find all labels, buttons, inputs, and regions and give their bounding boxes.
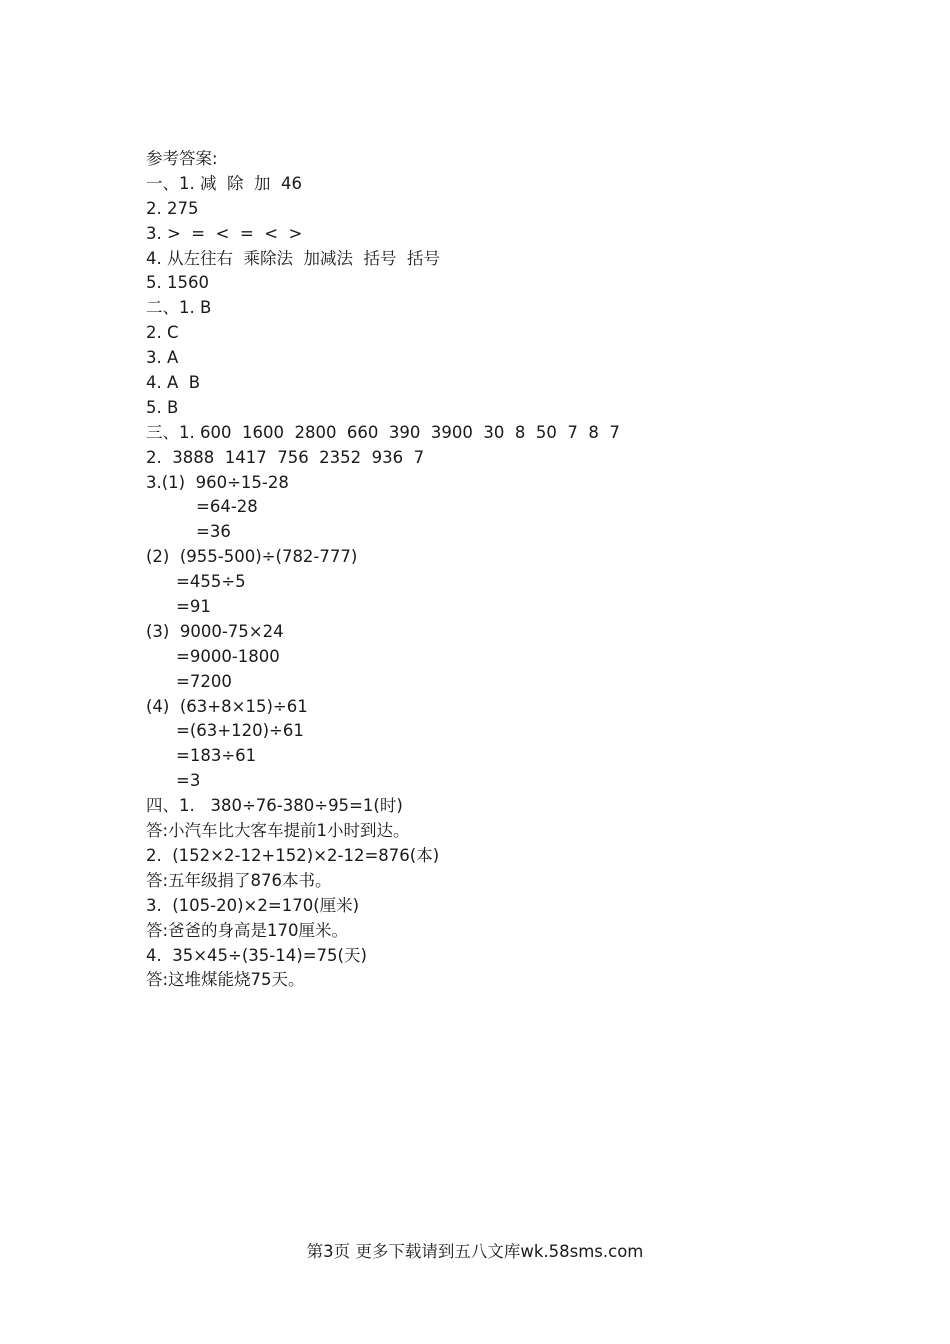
answer-line: =91 [176,597,211,617]
answer-line: 答:五年级捐了876本书。 [146,870,332,890]
answer-line: 5. B [146,397,179,417]
answer-line: 一、1. 减 除 加 46 [146,173,302,193]
answer-line: 答:这堆煤能烧75天。 [146,970,305,990]
answer-line: =64-28 [196,497,258,517]
answer-line: 4. 从左往右 乘除法 加减法 括号 括号 [146,248,440,268]
answer-line: 3. A [146,348,179,368]
answer-line: (3) 9000-75×24 [146,621,284,641]
answer-line: 答:小汽车比大客车提前1小时到达。 [146,821,410,841]
answer-line: =7200 [176,671,232,691]
answer-line: 2. (152×2-12+152)×2-12=876(本) [146,845,440,865]
answer-line: 答:爸爸的身高是170厘米。 [146,920,349,940]
answer-line: 3. (105-20)×2=170(厘米) [146,895,360,915]
answer-line: 2. C [146,323,179,343]
answer-line: 三、1. 600 1600 2800 660 390 3900 30 8 50 7 8 7 [146,422,620,442]
answer-line: =(63+120)÷61 [176,721,304,741]
answer-line: 4. A B [146,373,201,393]
answer-line: =9000-1800 [176,646,280,666]
answer-line: 3.(1) 960÷15-28 [146,472,289,492]
page-footer: 第3页 更多下载请到五八文库wk.58sms.com [306,1242,644,1261]
answer-line: =36 [196,522,231,542]
answer-title: 参考答案: [146,149,218,168]
answer-line: 四、1. 380÷76-380÷95=1(时) [146,796,403,816]
answer-line: =455÷5 [176,572,246,592]
answer-key [146,147,846,993]
answer-line: 3. > = < = < > [146,223,303,243]
answer-line: =3 [176,771,201,791]
answer-line: (4) (63+8×15)÷61 [146,696,308,716]
answer-line: 二、1. B [146,298,212,318]
answer-line: (2) (955-500)÷(782-777) [146,547,358,567]
answer-line: 4. 35×45÷(35-14)=75(天) [146,945,367,965]
answer-line: 2. 275 [146,198,199,218]
answer-line: =183÷61 [176,746,257,766]
answer-line: 5. 1560 [146,273,209,293]
answer-line: 2. 3888 1417 756 2352 936 7 [146,447,425,467]
